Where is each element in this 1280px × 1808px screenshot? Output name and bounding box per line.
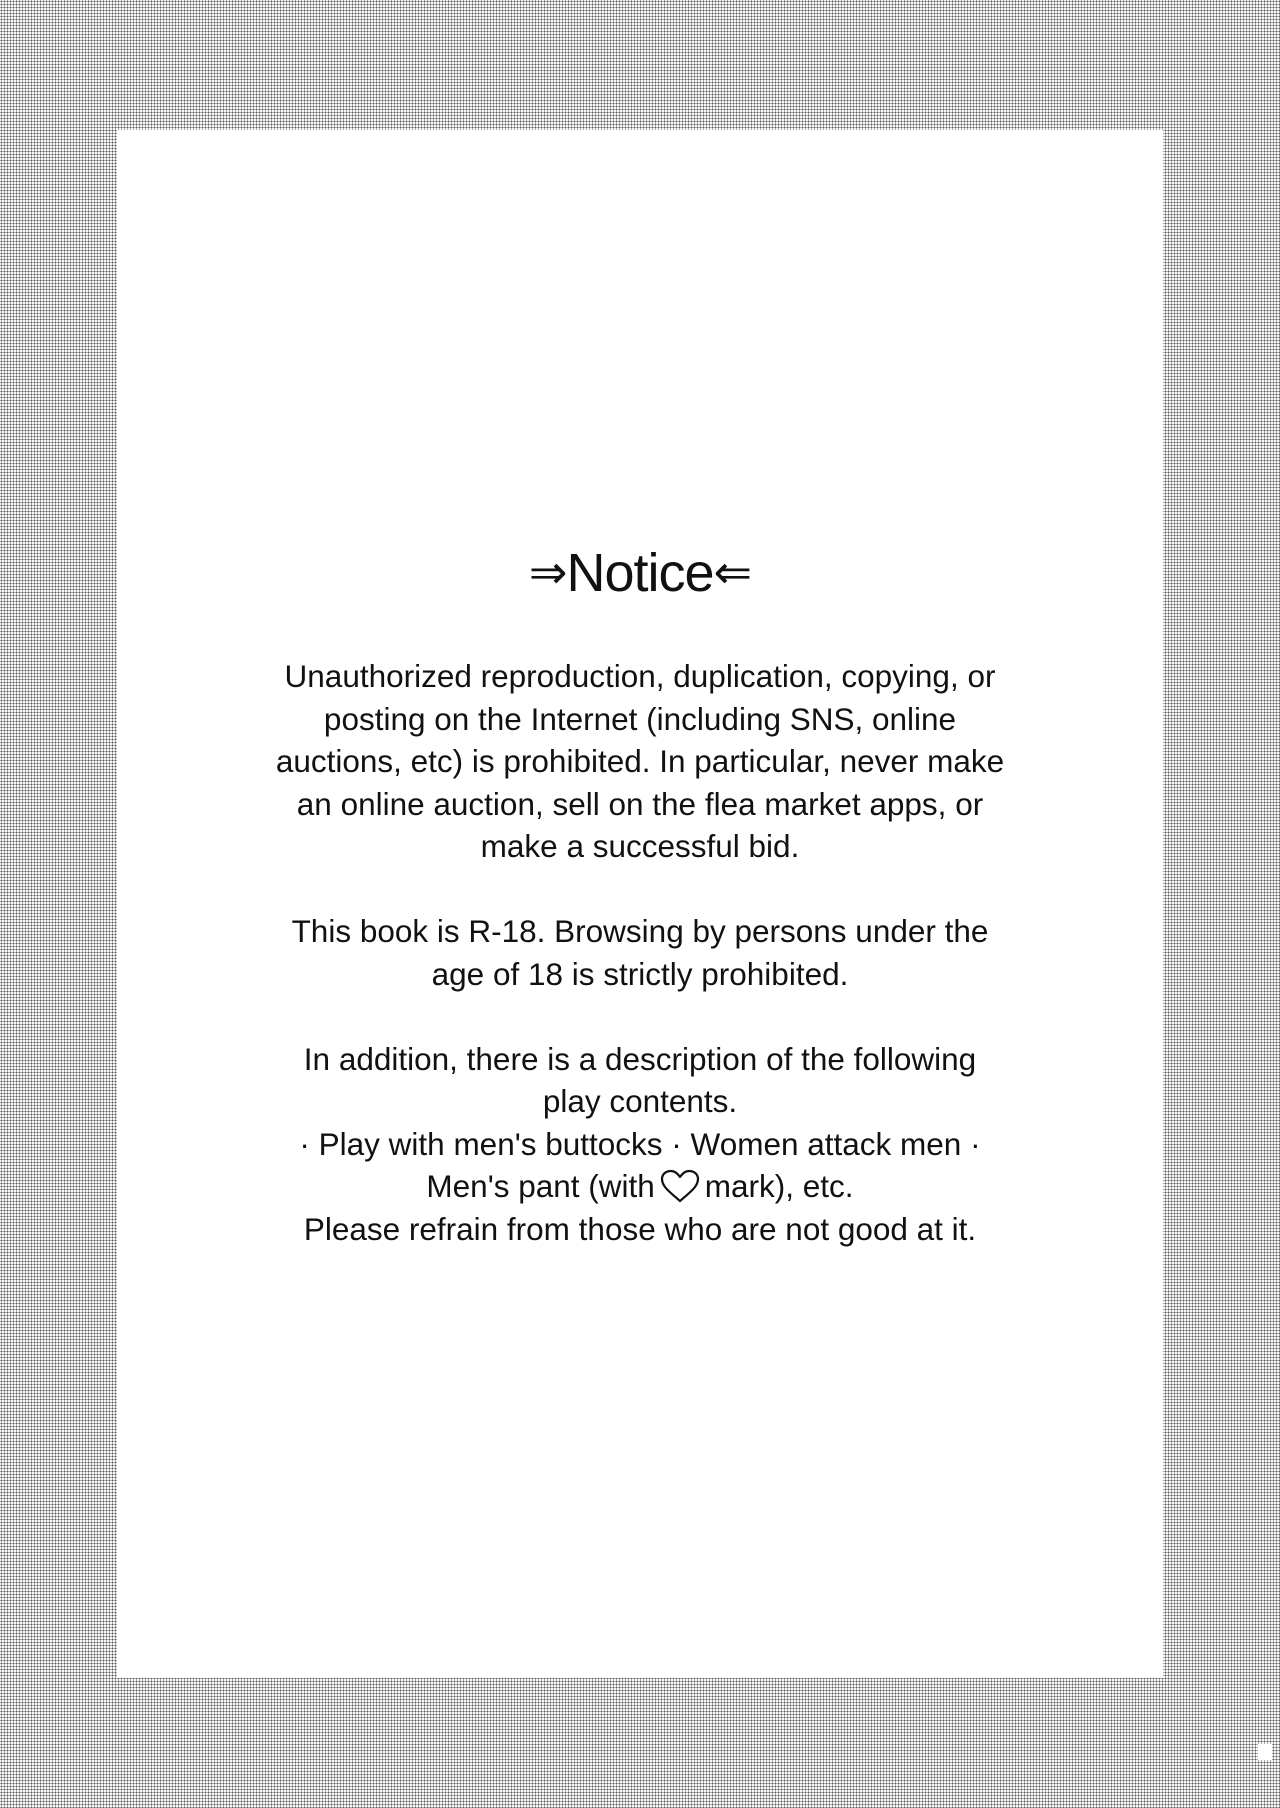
paragraph-line: In addition, there is a description of the following (303, 1040, 977, 1077)
paragraph-line: This book is R-18. Browsing by persons under the (291, 913, 989, 949)
content-warning-paragraph (117, 1038, 1163, 1251)
paragraph-line: posting on the Internet (including SNS, online (323, 700, 957, 737)
paragraph-line: Unauthorized reproduction, duplication, copying, or (284, 658, 996, 694)
paragraph-line: auctions, etc) is prohibited. In particular, never make (275, 743, 1005, 779)
paragraph-line: age of 18 is strictly prohibited. (431, 955, 849, 992)
paragraph-line: play contents. (542, 1083, 738, 1119)
paragraph-line-with-heart (117, 1165, 1163, 1208)
heart-outline-icon (659, 1168, 701, 1204)
right-double-arrow-icon: ⇒ (528, 545, 567, 599)
line-text-after-heart: mark), etc. (704, 1168, 854, 1204)
notice-body (117, 655, 1163, 1250)
left-double-arrow-icon: ⇐ (713, 545, 752, 599)
paragraph-line: · Play with men's buttocks · Women attack men · (299, 1125, 981, 1162)
paragraph-line: an online auction, sell on the flea market apps, or (296, 785, 984, 822)
page-number: 5 (1258, 1744, 1272, 1760)
notice-title-text: Notice (566, 543, 714, 603)
line-text-before-heart: Men's pant (with (426, 1168, 655, 1204)
notice-page (117, 130, 1163, 1678)
notice-title (117, 536, 1163, 609)
paragraph-line: make a successful bid. (480, 828, 800, 864)
age-restriction-paragraph (117, 910, 1163, 995)
paragraph-line: Please refrain from those who are not good at it. (303, 1210, 977, 1247)
copyright-paragraph (117, 655, 1163, 868)
